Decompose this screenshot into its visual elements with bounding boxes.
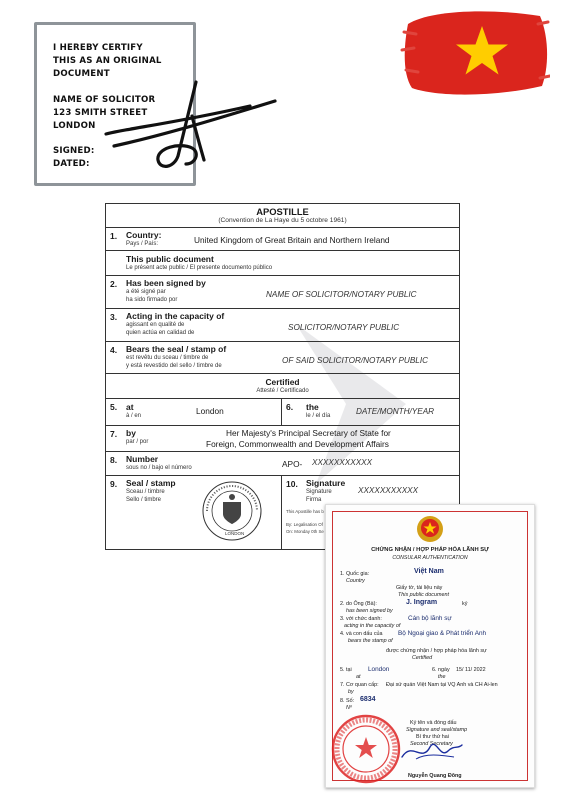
at-sublabel: à / en — [126, 413, 142, 419]
footnote: This Apostille has b — [286, 509, 324, 514]
signature-seal-line: Second Secretary — [410, 741, 453, 747]
seal-of-label: Bears the seal / stamp of — [126, 344, 227, 354]
capacity-value: SOLICITOR/NOTARY PUBLIC — [288, 323, 400, 332]
country-label: 1. Quốc gia: — [340, 571, 370, 577]
stamp-of-value: Bộ Ngoại giao & Phát triển Anh — [398, 630, 487, 637]
signed-by-sublabel: ha sido firmado por — [126, 297, 178, 303]
document-line: This public document — [398, 592, 449, 598]
certified-line: được chứng nhận / hợp pháp hóa lãnh sự — [386, 648, 487, 654]
field-number: 3. — [110, 312, 118, 322]
capacity-label: 3. với chức danh: — [340, 616, 382, 622]
signed-by-label: 2. do Ông (Bà): — [340, 601, 377, 607]
signed-by-sublabel: a été signé par — [126, 289, 166, 295]
divider — [106, 373, 459, 374]
at-label: at — [126, 402, 134, 412]
by-sublabel: par / por — [126, 439, 149, 445]
seal-stamp-sublabel: Sceau / timbre — [126, 489, 165, 495]
signature-seal-line: Ký tên và đóng dấu — [410, 720, 457, 726]
divider — [106, 227, 459, 228]
divider — [106, 341, 459, 342]
divider — [281, 475, 282, 549]
number-label: Number — [126, 454, 159, 464]
certified-label: Certified — [265, 377, 300, 387]
signed-by-value: NAME OF SOLICITOR/NOTARY PUBLIC — [266, 290, 417, 299]
capacity-value: Cán bộ lãnh sự — [408, 615, 452, 622]
signature-sublabel: Firma — [306, 497, 322, 503]
the-sublabel: le / el día — [306, 413, 331, 419]
field-number: 4. — [110, 345, 118, 355]
by-label: by — [126, 428, 136, 438]
footnote: On: Monday 0th Se — [286, 529, 324, 534]
capacity-label: Acting in the capacity of — [126, 311, 225, 321]
consular-legalisation-certificate — [325, 504, 535, 788]
capacity-sublabel: acting in the capacity of — [344, 623, 401, 629]
seal-emblem-text: LONDON — [225, 531, 245, 536]
date-label: 6. ngày — [432, 667, 450, 673]
signed-by-label: Has been signed by — [126, 278, 206, 288]
date-sublabel: the — [438, 674, 446, 680]
signature-value: XXXXXXXXXXX — [358, 486, 419, 495]
legalisation-title: CHỨNG NHẬN / HỢP PHÁP HÓA LÃNH SỰ — [371, 547, 489, 553]
consul-signature — [396, 733, 466, 767]
country-value: Việt Nam — [414, 568, 444, 575]
stamp-line: NAME OF SOLICITOR — [53, 95, 156, 105]
seal-stamp-label: Seal / stamp — [126, 478, 176, 488]
number-prefix: APO- — [282, 459, 303, 469]
stamp-line: DOCUMENT — [53, 69, 110, 79]
stamp-of-label: 4. và con dấu của — [340, 631, 383, 637]
footnote: By: Legalisation Of — [286, 522, 323, 527]
apostille-subtitle: (Convention de La Haye du 5 octobre 1961) — [218, 217, 347, 224]
issuer-value: Đại sứ quán Việt Nam tại VQ Anh và CH Ai-len — [386, 682, 498, 688]
vietnam-emblem-icon — [416, 515, 444, 543]
signature-seal-line: Signature and seal/stamp — [406, 727, 468, 733]
country-sublabel: Country — [346, 578, 365, 584]
seal-of-value: OF SAID SOLICITOR/NOTARY PUBLIC — [282, 356, 429, 365]
field-number: 6. — [286, 402, 294, 412]
handwritten-signature — [100, 76, 290, 176]
signed-by-sublabel: has been signed by — [346, 608, 393, 614]
number-sublabel: sous no / bajo el número — [126, 465, 192, 471]
by-value-line1: Her Majesty's Principal Secretary of State for — [226, 428, 391, 438]
country-sublabel: Pays / País: — [126, 241, 159, 247]
number-label: 8. Số: — [340, 698, 355, 704]
stamp-signed-label: SIGNED: — [53, 146, 95, 156]
apostille-certificate — [105, 203, 460, 550]
seal-of-sublabel: est revêtu du sceau / timbre de — [126, 355, 209, 361]
field-number: 7. — [110, 429, 118, 439]
number-value: XXXXXXXXXXX — [312, 458, 373, 467]
signature-label: Signature — [306, 478, 346, 488]
field-number: 5. — [110, 402, 118, 412]
divider — [106, 275, 459, 276]
signer-name: Nguyễn Quang Đông — [408, 773, 462, 779]
date-value: 15/ 11/ 2022 — [456, 667, 486, 673]
embassy-red-seal-icon — [330, 713, 402, 785]
divider — [281, 398, 282, 425]
capacity-sublabel: quien actúa en calidad de — [126, 330, 195, 336]
number-sublabel: Nº — [346, 705, 352, 711]
field-number: 8. — [110, 455, 118, 465]
stamp-line: THIS AS AN ORIGINAL — [53, 56, 162, 66]
signature-sublabel: Signature — [306, 489, 332, 495]
at-value: London — [196, 406, 224, 416]
public-document-label: This public document — [126, 254, 214, 264]
country-label: Country: — [126, 230, 162, 240]
divider — [106, 451, 459, 452]
seal-of-sublabel: y está revestido del sello / timbre de — [126, 363, 222, 369]
field-number: 10. — [286, 479, 298, 489]
signed-by-value: J. Ingram — [406, 599, 438, 606]
divider — [106, 475, 459, 476]
date-value: DATE/MONTH/YEAR — [356, 407, 435, 416]
stamp-line: LONDON — [53, 121, 96, 131]
certified-sublabel: Certified — [412, 655, 433, 661]
divider — [106, 250, 459, 251]
divider — [106, 425, 459, 426]
the-label: the — [306, 402, 319, 412]
field-number: 1. — [110, 231, 118, 241]
legalisation-subtitle: CONSULAR AUTHENTICATION — [392, 555, 468, 561]
at-sublabel: at — [356, 674, 361, 680]
stamp-dated-label: DATED: — [53, 159, 90, 169]
divider — [106, 398, 459, 399]
certified-sublabel: Attesté / Certificado — [256, 388, 309, 394]
at-label: 5. tại — [340, 667, 352, 673]
field-number: 9. — [110, 479, 118, 489]
divider — [106, 308, 459, 309]
stamp-of-sublabel: bears the stamp of — [348, 638, 393, 644]
issuer-label: 7. Cơ quan cấp: — [340, 682, 379, 688]
by-value-line2: Foreign, Commonwealth and Development Affairs — [206, 439, 389, 449]
issuer-sublabel: by — [348, 689, 354, 695]
public-document-sublabel: Le présent acte public / El presente documento público — [126, 265, 273, 271]
seal-stamp-sublabel: Sello / timbre — [126, 497, 162, 503]
stamp-line: 123 SMITH STREET — [53, 108, 148, 118]
country-value: United Kingdom of Great Britain and Northern Ireland — [194, 235, 390, 245]
document-line: Giấy tờ, tài liệu này — [396, 585, 443, 591]
stamp-line: I HEREBY CERTIFY — [53, 43, 143, 53]
signature-seal-line: Bí thư thứ hai — [416, 734, 449, 740]
at-value: London — [368, 666, 390, 673]
signed-by-tail: ký — [462, 601, 468, 607]
apostille-title: APOSTILLE — [256, 206, 309, 217]
vietnam-flag-icon — [400, 4, 550, 99]
capacity-sublabel: agissant en qualité de — [126, 322, 185, 328]
field-number: 2. — [110, 279, 118, 289]
number-value: 6834 — [360, 696, 376, 703]
